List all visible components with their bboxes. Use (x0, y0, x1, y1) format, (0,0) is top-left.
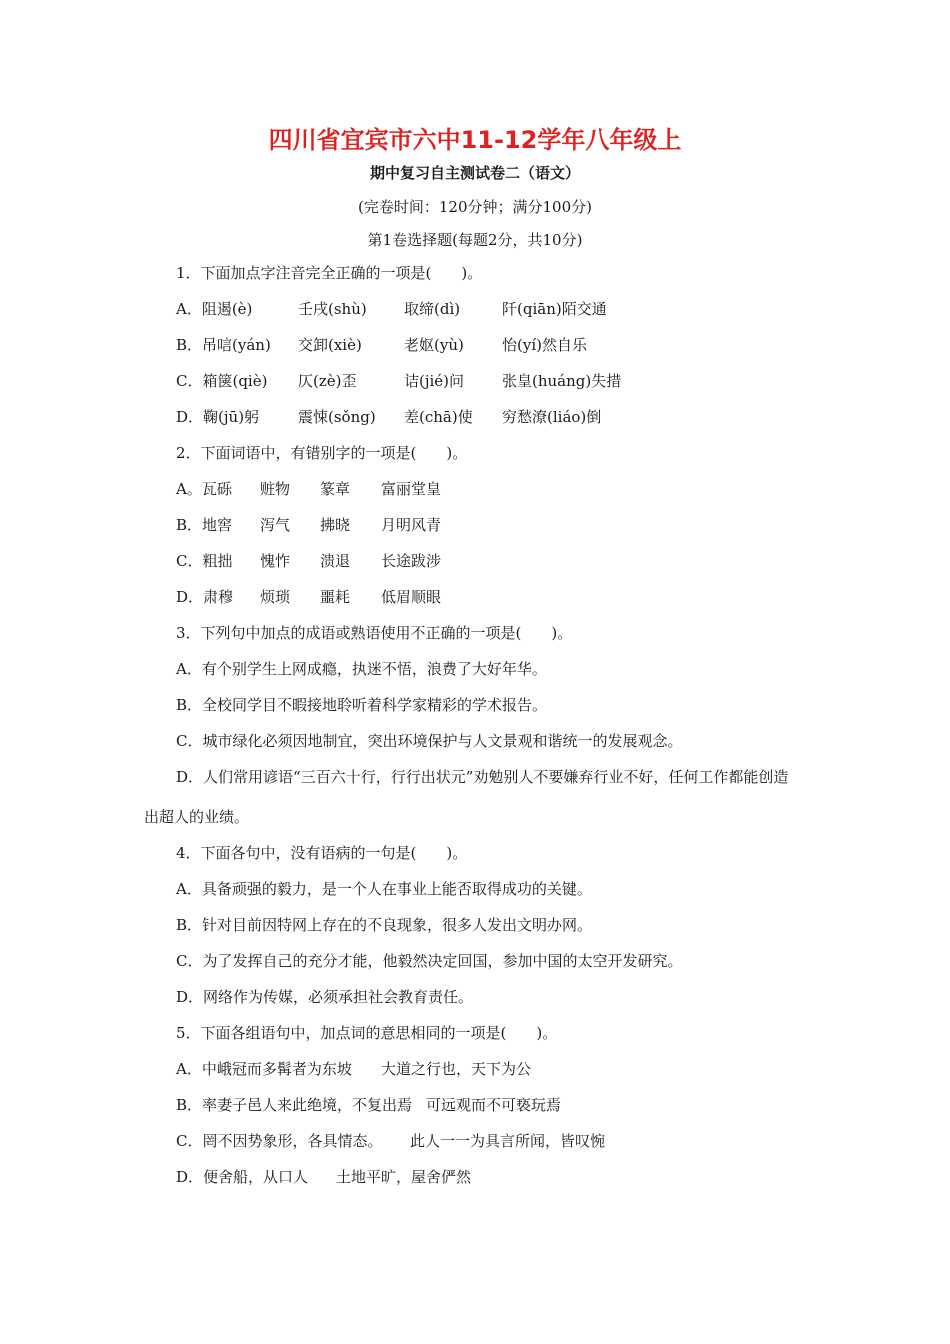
q1-a-4: 阡(qiān)陌交通 (502, 300, 607, 318)
q1-c-3: 诘(jié)问 (404, 372, 465, 390)
q2-a-3: 篆章 (320, 480, 351, 498)
q1-b-4: 怡(yí)然自乐 (502, 336, 587, 354)
q2-a-2: 赃物 (260, 480, 291, 498)
q2-b-1: B．地窖 (176, 516, 233, 534)
q1-b-1: B．吊唁(yán) (176, 336, 271, 354)
q5-c-1: C．罔不因势象形，各具情态。 (176, 1132, 383, 1150)
q2-d-4: 低眉顺眼 (381, 588, 442, 606)
q5-d-1: D．便舍船，从口人 (176, 1168, 309, 1186)
q1-b-3: 老妪(yù) (404, 336, 464, 354)
q3-stem: 3．下列句中加点的成语或熟语使用不正确的一项是( )。 (176, 624, 573, 642)
q1-d-3: 差(chā)使 (404, 408, 473, 426)
page-title: 四川省宜宾市六中11-12学年八年级上 (268, 126, 682, 154)
page-subtitle: 期中复习自主测试卷二（语文） (369, 164, 580, 182)
q4-stem: 4．下面各句中，没有语病的一句是( )。 (176, 844, 468, 862)
q3-option-c: C．城市绿化必须因地制宜，突出环境保护与人文景观和谐统一的发展观念。 (176, 732, 683, 750)
q2-a-4: 富丽堂皇 (381, 480, 442, 498)
q1-stem: 1．下面加点字注音完全正确的一项是( )。 (176, 264, 483, 282)
q2-b-4: 月明风青 (381, 516, 442, 534)
q5-d-2: 土地平旷，屋舍俨然 (336, 1168, 472, 1186)
q2-b-3: 拂晓 (320, 516, 351, 534)
q5-stem: 5．下面各组语句中，加点词的意思相同的一项是( )。 (176, 1024, 558, 1042)
q2-c-3: 溃退 (320, 552, 351, 570)
q1-d-2: 震悚(sǒng) (298, 408, 376, 426)
q5-a-2: 大道之行也，天下为公 (381, 1060, 532, 1078)
q5-b-1: B．率妻子邑人来此绝境，不复出焉 (176, 1096, 413, 1114)
q5-b-2: 可远观而不可亵玩焉 (426, 1096, 562, 1114)
q2-c-4: 长途跋涉 (381, 552, 442, 570)
q3-option-a: A．有个别学生上网成瘾，执迷不悟，浪费了大好年华。 (176, 660, 547, 678)
q1-b-2: 交卸(xiè) (298, 336, 362, 354)
q2-b-2: 泻气 (260, 516, 291, 534)
q2-c-1: C．粗拙 (176, 552, 233, 570)
q3-option-d-continued: 出超人的业绩。 (144, 808, 250, 826)
exam-info: (完卷时间：120分钟；满分100分) (358, 198, 592, 216)
q3-option-b: B．全校同学目不暇接地聆听着科学家精彩的学术报告。 (176, 696, 548, 714)
q2-d-3: 噩耗 (320, 588, 351, 606)
q4-option-a: A．具备顽强的毅力，是一个人在事业上能否取得成功的关键。 (176, 880, 592, 898)
q4-option-d: D．网络作为传媒，必须承担社会教育责任。 (176, 988, 474, 1006)
q1-c-1: C．箱箧(qiè) (176, 372, 268, 390)
q1-c-4: 张皇(huáng)失措 (502, 372, 622, 390)
q2-a-1: A。瓦砾 (176, 480, 232, 498)
q4-option-c: C．为了发挥自己的充分才能，他毅然决定回国，参加中国的太空开发研究。 (176, 952, 683, 970)
q1-a-2: 壬戌(shù) (298, 300, 367, 318)
q2-d-1: D．肃穆 (176, 588, 234, 606)
q2-c-2: 愧怍 (260, 552, 291, 570)
section-heading: 第1卷选择题(每题2分，共10分) (367, 231, 583, 249)
q2-stem: 2．下面词语中，有错别字的一项是( )。 (176, 444, 468, 462)
q5-a-1: A．中峨冠而多髯者为东坡 (176, 1060, 352, 1078)
q3-option-d: D．人们常用谚语“三百六十行，行行出状元”劝勉别人不要嫌弃行业不好，任何工作都能创造 (176, 768, 789, 786)
q1-d-4: 穷愁潦(liáo)倒 (502, 408, 602, 426)
q1-a-3: 取缔(dì) (404, 300, 461, 318)
q1-a-1: A．阻遏(è) (176, 300, 253, 318)
q4-option-b: B．针对目前因特网上存在的不良现象，很多人发出文明办网。 (176, 916, 593, 934)
q1-c-2: 仄(zè)歪 (298, 372, 357, 390)
q1-d-1: D．鞠(jū)躬 (176, 408, 260, 426)
q5-c-2: 此人一一为具言所闻，皆叹惋 (410, 1132, 606, 1150)
q2-d-2: 烦琐 (260, 588, 291, 606)
